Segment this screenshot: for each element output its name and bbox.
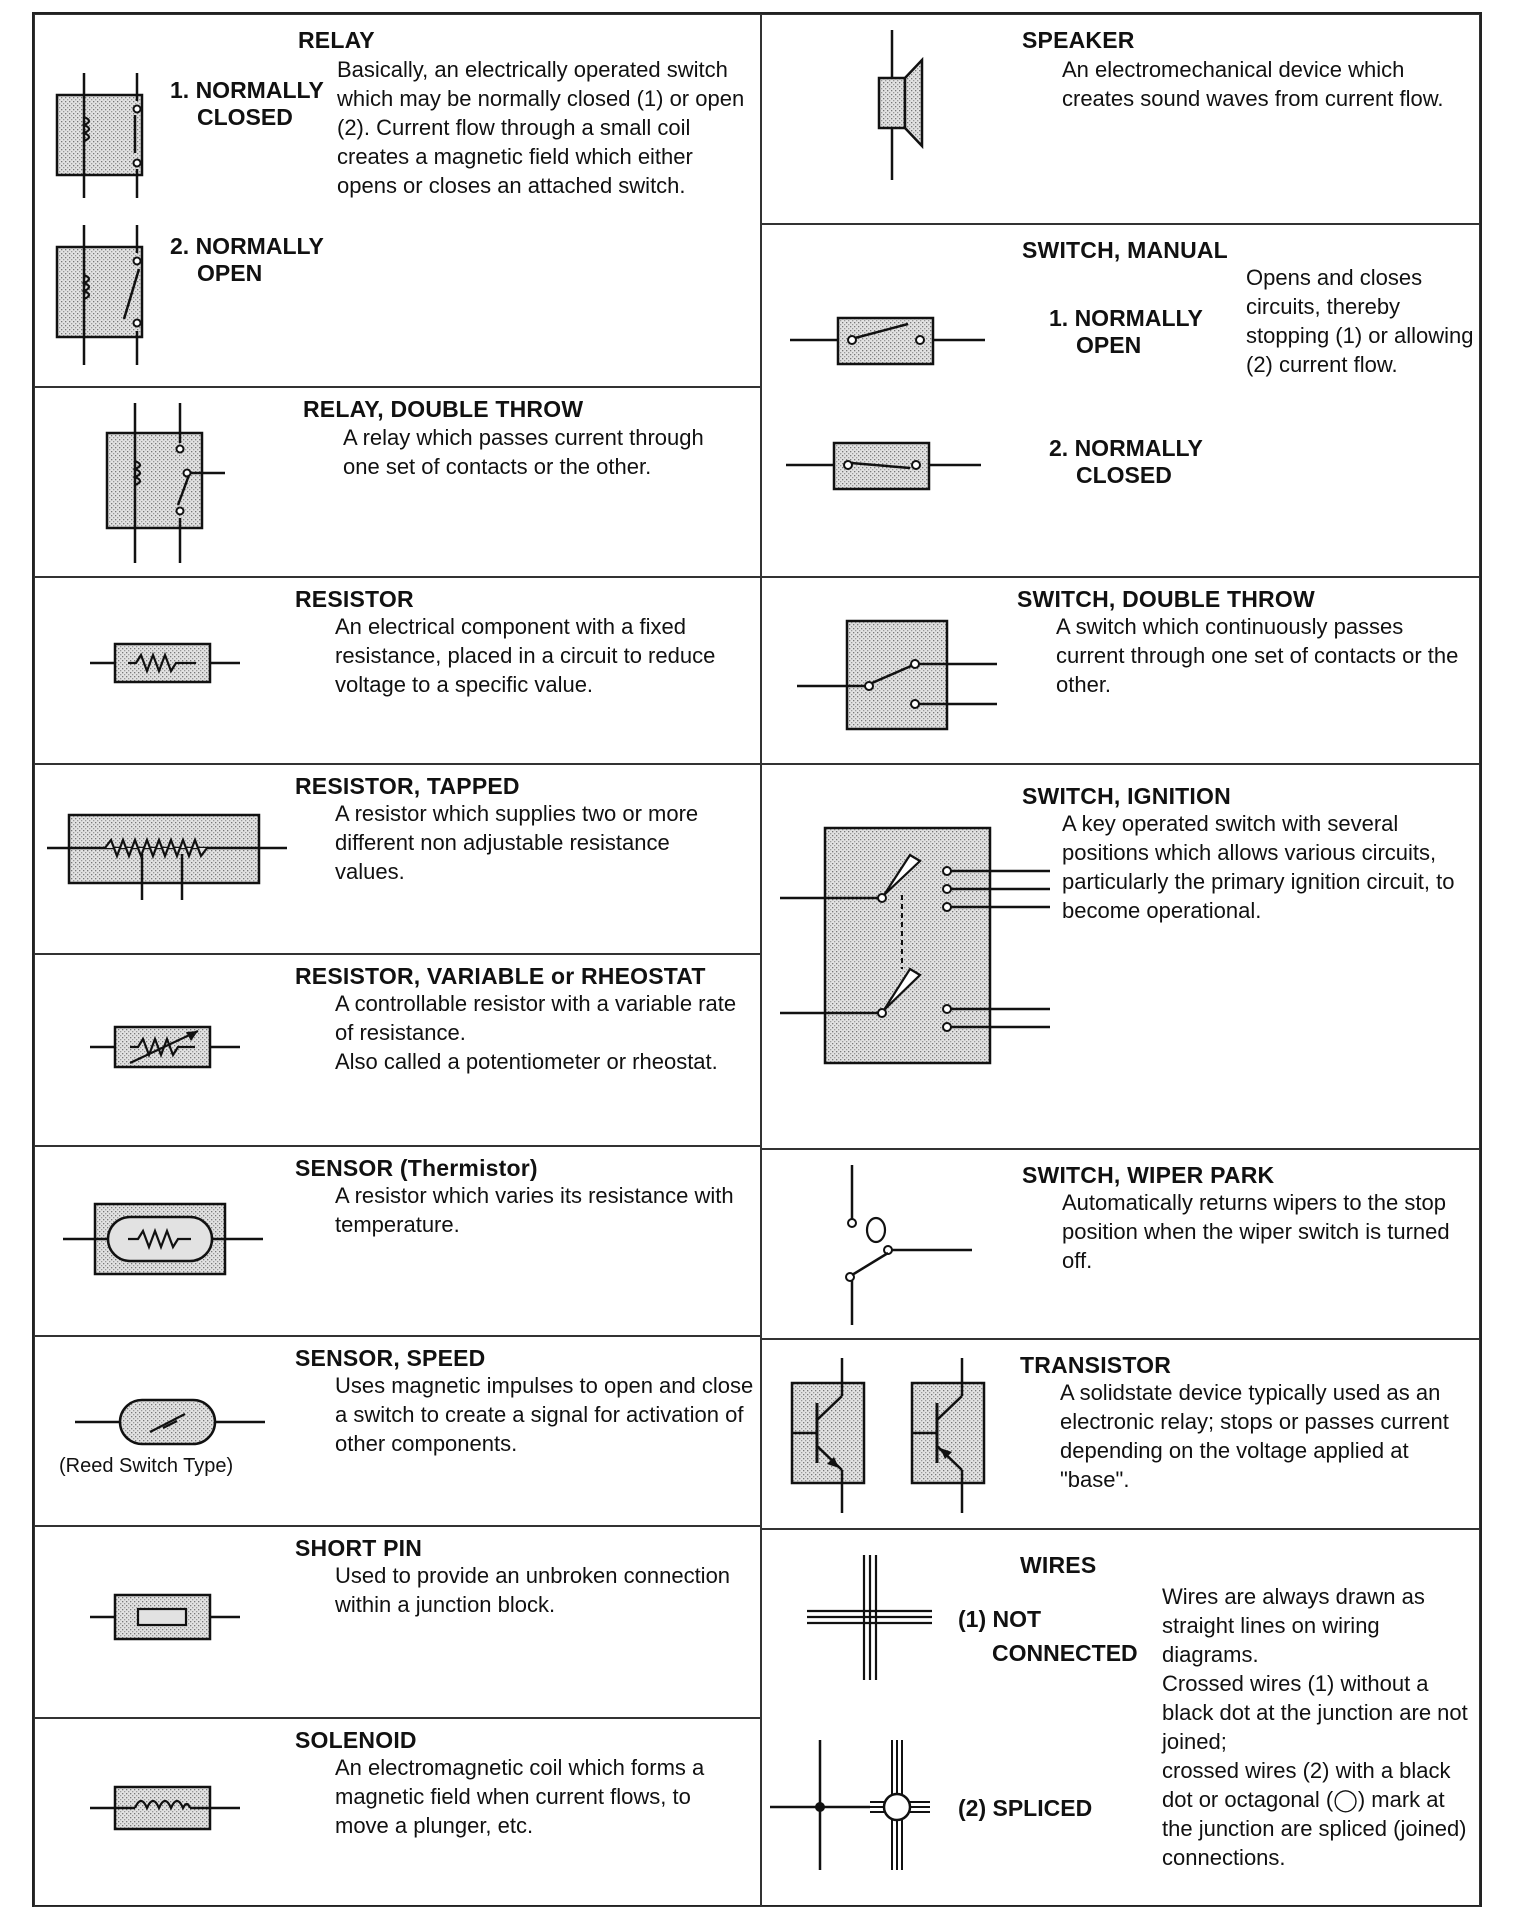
transistor-npn-symbol (787, 1358, 877, 1513)
switch-wiper-park-description: Automatically returns wipers to the stop position when the wiper switch is turned off. (1062, 1190, 1450, 1273)
relay-double-throw-cell (34, 387, 761, 577)
thermistor-symbol (63, 1199, 263, 1279)
switch-manual-no-symbol (790, 310, 985, 370)
sensor-speed-description: Uses magnetic impulses to open and close a switch to create a signal for activation of other components. (335, 1373, 754, 1456)
transistor-description: A solidstate device typically used as an electronic relay; stops or passes current depending on the voltage applied at "base". (1060, 1380, 1449, 1492)
short-pin-cell (34, 1526, 761, 1718)
switch-ignition-description: A key operated switch with several positions which allows various circuits, particularly the primary ignition circuit, to become operational. (1062, 811, 1455, 923)
sensor-speed-title: SENSOR, SPEED (295, 1345, 486, 1371)
reed-switch-caption: (Reed Switch Type) (59, 1455, 234, 1477)
speaker-cell (761, 14, 1480, 224)
switch-manual-label-no (1049, 305, 1203, 359)
switch-ignition-cell (761, 764, 1480, 1149)
resistor-variable-title: RESISTOR, VARIABLE or RHEOSTAT (295, 963, 706, 989)
transistor-cell (761, 1339, 1480, 1529)
resistor-tapped-title: RESISTOR, TAPPED (295, 773, 520, 799)
relay-label-nc (170, 77, 324, 131)
relay-title: RELAY (298, 27, 375, 53)
switch-wiper-park-title: SWITCH, WIPER PARK (1022, 1162, 1275, 1188)
relay-label-no-line2: OPEN (197, 260, 263, 286)
wires-not-connected-symbol (807, 1555, 932, 1680)
relay-nc-symbol (49, 73, 164, 198)
resistor-variable-description (335, 989, 755, 1076)
resistor-variable-description-1: A controllable resistor with a variable rate of resistance. (335, 991, 737, 1045)
sensor-thermistor-title: SENSOR (Thermistor) (295, 1155, 538, 1181)
relay-double-throw-title: RELAY, DOUBLE THROW (303, 396, 584, 422)
ignition-switch-symbol (780, 823, 1050, 1083)
wires-description-2: Crossed wires (1) without a black dot at the junction are not joined; (1162, 1671, 1468, 1754)
switch-manual-label-nc (1049, 435, 1203, 489)
wires-cell (761, 1529, 1480, 1907)
speaker-description: An electromechanical device which creates sound waves from current flow. (1062, 57, 1444, 111)
wires-label-not-connected-line2: CONNECTED (992, 1640, 1138, 1666)
switch-manual-description: Opens and closes circuits, thereby stopping (1) or allowing (2) current flow. (1246, 265, 1474, 377)
wires-description-3: crossed wires (2) with a black dot or octagonal (◯) mark at the junction are spliced (joined) connections. (1162, 1758, 1467, 1870)
solenoid-title: SOLENOID (295, 1727, 417, 1753)
symbol-legend-frame (32, 12, 1482, 1907)
switch-wiper-park-cell (761, 1149, 1480, 1339)
resistor-cell (34, 577, 761, 764)
transistor-title: TRANSISTOR (1020, 1352, 1172, 1378)
sensor-speed-cell (34, 1336, 761, 1526)
resistor-symbol (90, 636, 240, 686)
resistor-variable-cell (34, 954, 761, 1146)
rheostat-symbol (90, 1017, 240, 1077)
switch-double-throw-cell (761, 577, 1480, 764)
switch-double-throw-description: A switch which continuously passes current through one set of contacts or the other. (1056, 614, 1459, 697)
relay-no-symbol (49, 225, 164, 365)
sensor-thermistor-cell (34, 1146, 761, 1336)
relay-label-nc-line2: CLOSED (197, 104, 293, 130)
reed-switch-symbol (75, 1392, 265, 1452)
wires-description-1: Wires are always drawn as straight lines on wiring diagrams. (1162, 1584, 1425, 1667)
resistor-tapped-cell (34, 764, 761, 954)
switch-manual-label-nc-line2: CLOSED (1076, 462, 1172, 488)
relay-label-nc-line1: 1. NORMALLY (170, 77, 324, 103)
switch-manual-title: SWITCH, MANUAL (1022, 237, 1228, 263)
switch-ignition-title: SWITCH, IGNITION (1022, 783, 1231, 809)
resistor-description: An electrical component with a fixed resistance, placed in a circuit to reduce voltage to a specific value. (335, 614, 716, 697)
short-pin-title: SHORT PIN (295, 1535, 423, 1561)
switch-double-throw-title: SWITCH, DOUBLE THROW (1017, 586, 1315, 612)
transistor-pnp-symbol (907, 1358, 997, 1513)
relay-description: Basically, an electrically operated switch which may be normally closed (1) or open (2). Current flow through a small coil creates a magnetic field which either opens or closes an attached switch. (337, 57, 745, 198)
wires-label-spliced: (2) SPLICED (958, 1795, 1093, 1821)
short-pin-description: Used to provide an unbroken connection within a junction block. (335, 1563, 731, 1617)
wires-title: WIRES (1020, 1552, 1097, 1578)
sensor-thermistor-description: A resistor which varies its resistance with temperature. (335, 1183, 734, 1237)
solenoid-description: An electromagnetic coil which forms a magnetic field when current flows, to move a plunger, etc. (335, 1755, 705, 1838)
switch-manual-label-no-line1: 1. NORMALLY (1049, 305, 1203, 331)
relay-double-throw-symbol (95, 403, 225, 563)
solenoid-symbol (90, 1781, 240, 1836)
solenoid-cell (34, 1718, 761, 1907)
switch-double-throw-symbol (797, 616, 997, 736)
relay-label-no-line1: 2. NORMALLY (170, 233, 324, 259)
switch-manual-cell (761, 224, 1480, 577)
speaker-symbol (867, 30, 937, 180)
relay-cell (34, 14, 761, 387)
switch-manual-nc-symbol (786, 435, 981, 495)
switch-manual-label-nc-line1: 2. NORMALLY (1049, 435, 1203, 461)
wires-spliced-symbol (770, 1740, 930, 1870)
speaker-title: SPEAKER (1022, 27, 1135, 53)
relay-label-no (170, 233, 324, 287)
resistor-tapped-symbol (47, 810, 287, 900)
resistor-variable-description-2: Also called a potentiometer or rheostat. (335, 1049, 718, 1074)
short-pin-symbol (90, 1589, 240, 1644)
switch-manual-label-no-line2: OPEN (1076, 332, 1142, 358)
wires-label-not-connected (958, 1602, 1138, 1670)
wires-description (1162, 1582, 1474, 1872)
wires-label-not-connected-line1: (1) NOT (958, 1606, 1042, 1632)
resistor-title: RESISTOR (295, 586, 414, 612)
relay-double-throw-description: A relay which passes current through one set of contacts or the other. (343, 425, 704, 479)
wiper-park-switch-symbol (832, 1165, 972, 1325)
resistor-tapped-description: A resistor which supplies two or more different non adjustable resistance values. (335, 801, 699, 884)
